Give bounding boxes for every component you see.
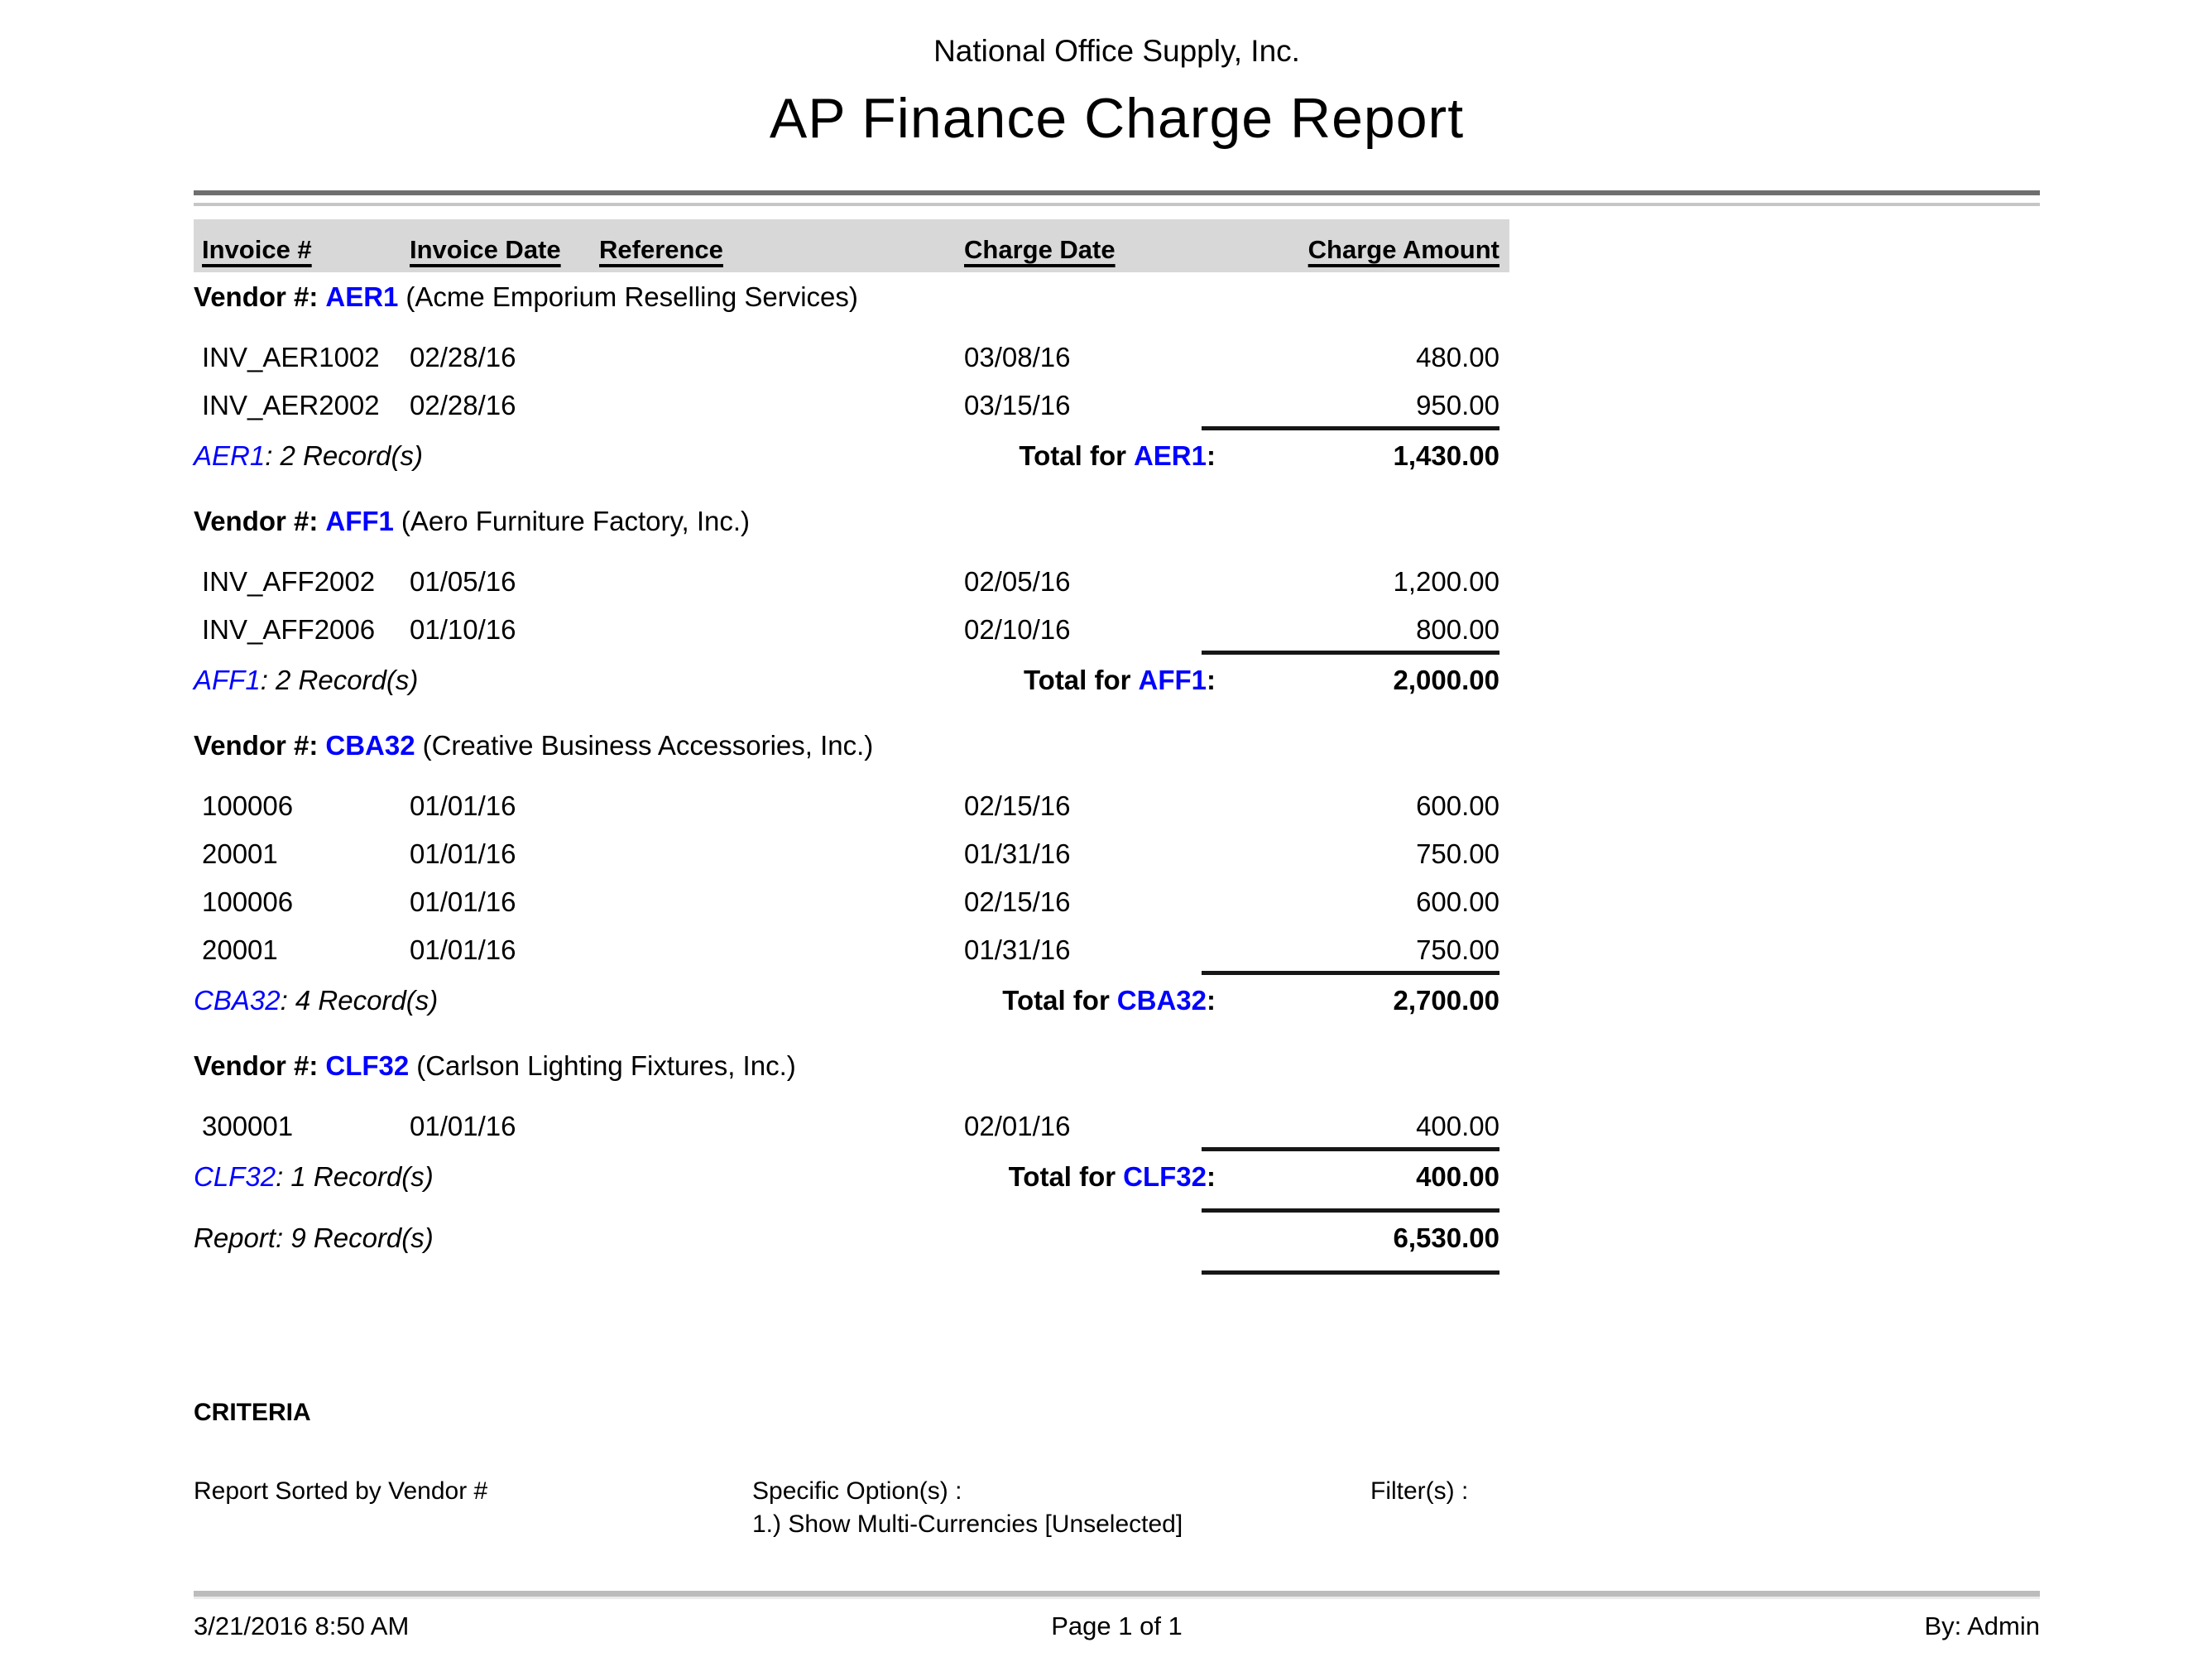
vendor-total-row: CLF32: 1 Record(s) Total for CLF32 : 400.00: [194, 1160, 1509, 1194]
total-rule: [1202, 651, 1499, 655]
charge-date-cell: 02/01/16: [964, 1111, 1071, 1141]
charge-date-cell: 02/15/16: [964, 790, 1071, 821]
reference-cell: [599, 886, 964, 919]
charge-date-cell: 01/31/16: [964, 838, 1071, 869]
table-row: [194, 886, 1509, 919]
grand-total-rule: [1202, 1270, 1499, 1275]
invoice-cell: 20001: [202, 934, 278, 965]
invoice-cell: INV_AFF2002: [202, 566, 376, 597]
criteria-section: [194, 1397, 2040, 1541]
reference-cell: [599, 790, 964, 823]
table-body: [194, 276, 1509, 1255]
invoice-cell: 100006: [202, 886, 294, 917]
reference-cell: [599, 565, 964, 598]
vendor-name: (Aero Furniture Factory, Inc.): [401, 506, 751, 536]
criteria-heading: CRITERIA: [194, 1399, 311, 1426]
vendor-code-link[interactable]: CLF32: [325, 1050, 410, 1081]
vendor-code-link[interactable]: AER1: [325, 281, 399, 312]
vendor-name: (Carlson Lighting Fixtures, Inc.): [416, 1050, 796, 1081]
vendor-total-row: CBA32: 4 Record(s) Total for CBA32 : 2,700.00: [194, 984, 1509, 1017]
record-count: AFF1: 2 Record(s): [194, 665, 419, 695]
table-row: [194, 934, 1509, 967]
vendor-code-link[interactable]: CBA32: [1116, 985, 1207, 1016]
vendor-code-link[interactable]: AER1: [1133, 440, 1207, 471]
charge-date-cell: 03/08/16: [964, 342, 1071, 372]
charge-amount-cell: 950.00: [1416, 390, 1499, 420]
table-row: [194, 613, 1509, 646]
vendor-header: [194, 281, 1509, 314]
table-header-row: [194, 219, 1509, 272]
report-title: AP Finance Charge Report: [769, 87, 1465, 150]
reference-cell: [599, 613, 964, 646]
vendor-code-link[interactable]: AER1: [194, 440, 266, 471]
vendor-label: Vendor #:: [194, 1050, 319, 1081]
criteria-filters-label: Filter(s) :: [1370, 1477, 1469, 1505]
footer-page-number: Page 1 of 1: [1051, 1611, 1183, 1640]
vendor-name: (Acme Emporium Reselling Services): [405, 281, 858, 312]
invoice-cell: 20001: [202, 838, 278, 869]
vendor-code-link[interactable]: CBA32: [325, 730, 415, 761]
company-name: National Office Supply, Inc.: [933, 34, 1300, 68]
charge-amount-cell: 600.00: [1416, 790, 1499, 821]
vendor-label: Vendor #:: [194, 506, 319, 536]
invoice-cell: 300001: [202, 1111, 294, 1141]
vendor-code-link[interactable]: AFF1: [1138, 665, 1207, 695]
invoice-date-cell: 01/05/16: [410, 566, 516, 597]
footer-divider: [194, 1591, 2040, 1599]
table-row: [194, 838, 1509, 871]
invoice-date-cell: 01/10/16: [410, 614, 516, 645]
charge-amount-cell: 800.00: [1416, 614, 1499, 645]
total-label: Total for: [1008, 1161, 1116, 1192]
vendor-label: Vendor #:: [194, 730, 319, 761]
vendor-code-link[interactable]: CBA32: [194, 985, 281, 1016]
column-header-charge-amount: Charge Amount: [1308, 235, 1499, 264]
invoice-date-cell: 01/01/16: [410, 1111, 516, 1141]
charge-amount-cell: 1,200.00: [1393, 566, 1499, 597]
record-count: AER1: 2 Record(s): [194, 440, 423, 471]
vendor-label: Vendor #:: [194, 281, 319, 312]
charge-amount-cell: 480.00: [1416, 342, 1499, 372]
invoice-cell: 100006: [202, 790, 294, 821]
record-count: CLF32: 1 Record(s): [194, 1161, 434, 1192]
invoice-cell: INV_AER1002: [202, 342, 380, 372]
table-row: [194, 565, 1509, 598]
total-label: Total for: [1019, 440, 1126, 471]
reference-cell: [599, 389, 964, 422]
total-label: Total for: [1023, 665, 1131, 695]
charge-date-cell: 02/10/16: [964, 614, 1071, 645]
invoice-date-cell: 02/28/16: [410, 390, 516, 420]
charge-amount-cell: 600.00: [1416, 886, 1499, 917]
report-record-count: Report: 9 Record(s): [194, 1222, 434, 1253]
vendor-header: [194, 505, 1509, 538]
charge-date-cell: 02/05/16: [964, 566, 1071, 597]
table-row: [194, 341, 1509, 374]
vendor-header: [194, 729, 1509, 762]
invoice-date-cell: 01/01/16: [410, 934, 516, 965]
total-rule: [1202, 426, 1499, 430]
vendor-total-amount: 1,430.00: [1393, 440, 1499, 471]
invoice-date-cell: 02/28/16: [410, 342, 516, 372]
title-divider: [194, 190, 2040, 206]
vendor-total-amount: 400.00: [1416, 1161, 1499, 1192]
column-header-invoice-date: Invoice Date: [410, 235, 561, 264]
vendor-code-link[interactable]: CLF32: [194, 1161, 276, 1192]
invoice-date-cell: 01/01/16: [410, 838, 516, 869]
invoice-cell: INV_AFF2006: [202, 614, 376, 645]
criteria-options-label: Specific Option(s) :: [752, 1477, 962, 1505]
table-row: [194, 790, 1509, 823]
table-row: [194, 1110, 1509, 1143]
vendor-header: [194, 1049, 1509, 1083]
charge-amount-cell: 750.00: [1416, 838, 1499, 869]
total-rule: [1202, 1208, 1499, 1213]
footer: [194, 1611, 2040, 1642]
vendor-name: (Creative Business Accessories, Inc.): [422, 730, 874, 761]
record-count: CBA32: 4 Record(s): [194, 985, 439, 1016]
vendor-code-link[interactable]: AFF1: [325, 506, 394, 536]
vendor-code-link[interactable]: CLF32: [1123, 1161, 1207, 1192]
invoice-date-cell: 01/01/16: [410, 886, 516, 917]
vendor-code-link[interactable]: AFF1: [194, 665, 261, 695]
invoice-cell: INV_AER2002: [202, 390, 380, 420]
invoice-date-cell: 01/01/16: [410, 790, 516, 821]
reference-cell: [599, 1110, 964, 1143]
charge-amount-cell: 750.00: [1416, 934, 1499, 965]
charge-date-cell: 01/31/16: [964, 934, 1071, 965]
column-header-charge-date: Charge Date: [964, 235, 1116, 264]
total-rule: [1202, 971, 1499, 975]
total-label: Total for: [1002, 985, 1110, 1016]
table-row: [194, 389, 1509, 422]
criteria-options: [752, 1475, 1370, 1541]
report-total-row: [194, 1222, 1509, 1255]
charge-date-cell: 03/15/16: [964, 390, 1071, 420]
vendor-total-amount: 2,700.00: [1393, 985, 1499, 1016]
criteria-sorted-by: Report Sorted by Vendor #: [194, 1477, 488, 1505]
reference-cell: [599, 341, 964, 374]
reference-cell: [599, 838, 964, 871]
report-total-amount: 6,530.00: [1393, 1222, 1499, 1253]
footer-user: By: Admin: [1924, 1611, 2040, 1640]
footer-datetime: 3/21/2016 8:50 AM: [194, 1611, 410, 1640]
vendor-total-row: AER1: 2 Record(s) Total for AER1 : 1,430.00: [194, 439, 1509, 473]
reference-cell: [599, 934, 964, 967]
column-header-reference: Reference: [599, 235, 723, 264]
total-rule: [1202, 1147, 1499, 1151]
vendor-total-amount: 2,000.00: [1393, 665, 1499, 695]
charge-amount-cell: 400.00: [1416, 1111, 1499, 1141]
criteria-option-item: 1.) Show Multi-Currencies [Unselected]: [752, 1511, 1183, 1538]
charge-date-cell: 02/15/16: [964, 886, 1071, 917]
vendor-total-row: AFF1: 2 Record(s) Total for AFF1 : 2,000.00: [194, 664, 1509, 697]
column-header-invoice: Invoice #: [202, 235, 312, 264]
